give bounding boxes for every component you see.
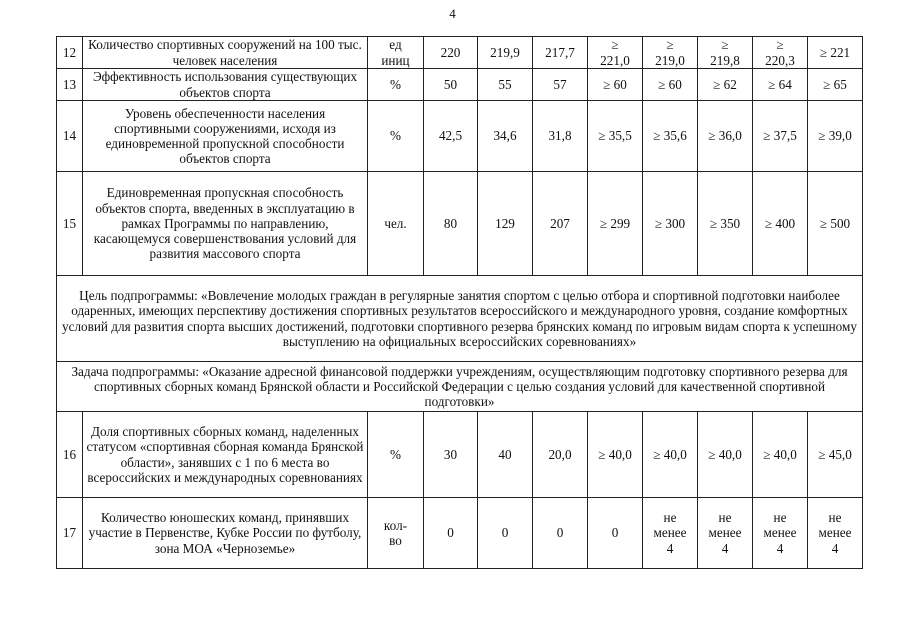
value-cell: 40 [478,412,533,498]
value-cell: ≥ 45,0 [808,412,863,498]
table-row [57,101,863,172]
value-cell: ≥ 350 [698,172,753,276]
table-row [57,37,863,69]
value-cell: 34,6 [478,101,533,172]
unit-cell: % [368,101,424,172]
page-number: 4 [449,6,456,21]
value-cell: 50 [424,69,478,101]
value-cell: 220 [424,37,478,69]
unit-cell: % [368,412,424,498]
unit-cell: ед иниц [368,37,424,69]
value-cell: 207 [533,172,588,276]
indicator-name: Количество спортивных сооружений на 100 тыс. человек населения [83,37,368,69]
value-cell: ≥ 40,0 [588,412,643,498]
table-row [57,276,863,362]
indicator-name: Количество юношеских команд, принявших участие в Первенстве, Кубке России по футболу, зона МОА «Черноземье» [83,498,368,569]
row-number: 13 [57,69,83,101]
value-cell: 0 [424,498,478,569]
value-cell: 0 [478,498,533,569]
value-cell: ≥ 400 [753,172,808,276]
value-cell: 42,5 [424,101,478,172]
value-cell: 0 [533,498,588,569]
value-cell: 219,9 [478,37,533,69]
value-cell: 80 [424,172,478,276]
value-cell: 31,8 [533,101,588,172]
value-cell: ≥ 65 [808,69,863,101]
row-number: 14 [57,101,83,172]
indicator-name: Уровень обеспеченности населения спортивными сооружениями, исходя из единовременной пропускной способности объектов спорта [83,101,368,172]
value-cell: ≥ 35,5 [588,101,643,172]
value-cell: 57 [533,69,588,101]
value-cell: 0 [588,498,643,569]
value-cell: 30 [424,412,478,498]
indicator-name: Единовременная пропускная способность объектов спорта, введенных в эксплуатацию в рамках Программы по направлению, касающемуся совершенствования условий для развития массового спорта [83,172,368,276]
value-cell: ≥ 40,0 [698,412,753,498]
value-cell: ≥ 299 [588,172,643,276]
value-cell: ≥ 300 [643,172,698,276]
value-cell: ≥ 220,3 [753,37,808,69]
indicators-table [56,36,863,569]
value-cell: ≥ 36,0 [698,101,753,172]
table-row [57,412,863,498]
value-cell: ≥ 40,0 [643,412,698,498]
row-number: 17 [57,498,83,569]
unit-cell: чел. [368,172,424,276]
value-cell: ≥ 64 [753,69,808,101]
value-cell: ≥ 37,5 [753,101,808,172]
table-row [57,172,863,276]
subprogram-goal: Цель подпрограммы: «Вовлечение молодых граждан в регулярные занятия спортом с целью отбора и спортивной подготовки наиболее одаренных, имеющих перспективу достижения спортивных результатов всероссийского и международного уровня, создание комфортных условий для развития спорта высших достижений, подготовки спортивного резерва брянских команд по игровым видам спорта к успешному выступлению на официальных всероссийских соревнованиях» [57,276,863,362]
table-row [57,69,863,101]
value-cell: ≥ 60 [588,69,643,101]
indicator-name: Доля спортивных сборных команд, наделенных статусом «спортивная сборная команда Брянской области», занявших с 1 по 6 места во всероссийских и международных соревнованиях [83,412,368,498]
value-cell: ≥ 35,6 [643,101,698,172]
value-cell: ≥ 219,8 [698,37,753,69]
row-number: 16 [57,412,83,498]
value-cell: ≥ 219,0 [643,37,698,69]
row-number: 12 [57,37,83,69]
value-cell: не менее 4 [698,498,753,569]
table-row [57,498,863,569]
value-cell: не менее 4 [643,498,698,569]
value-cell: ≥ 500 [808,172,863,276]
table-row [57,362,863,412]
indicator-name: Эффективность использования существующих объектов спорта [83,69,368,101]
value-cell: ≥ 39,0 [808,101,863,172]
unit-cell: кол- во [368,498,424,569]
value-cell: ≥ 40,0 [753,412,808,498]
value-cell: ≥ 221 [808,37,863,69]
value-cell: 20,0 [533,412,588,498]
value-cell: не менее 4 [753,498,808,569]
row-number: 15 [57,172,83,276]
value-cell: ≥ 62 [698,69,753,101]
value-cell: не менее 4 [808,498,863,569]
value-cell: ≥ 60 [643,69,698,101]
unit-cell: % [368,69,424,101]
value-cell: 55 [478,69,533,101]
value-cell: 129 [478,172,533,276]
value-cell: ≥ 221,0 [588,37,643,69]
subprogram-task: Задача подпрограммы: «Оказание адресной финансовой поддержки учреждениям, осуществляющим подготовку спортивного резерва для спортивных сборных команд Брянской области и Российской Федерации с целью создания условий для качественной спортивной подготовки» [57,362,863,412]
value-cell: 217,7 [533,37,588,69]
